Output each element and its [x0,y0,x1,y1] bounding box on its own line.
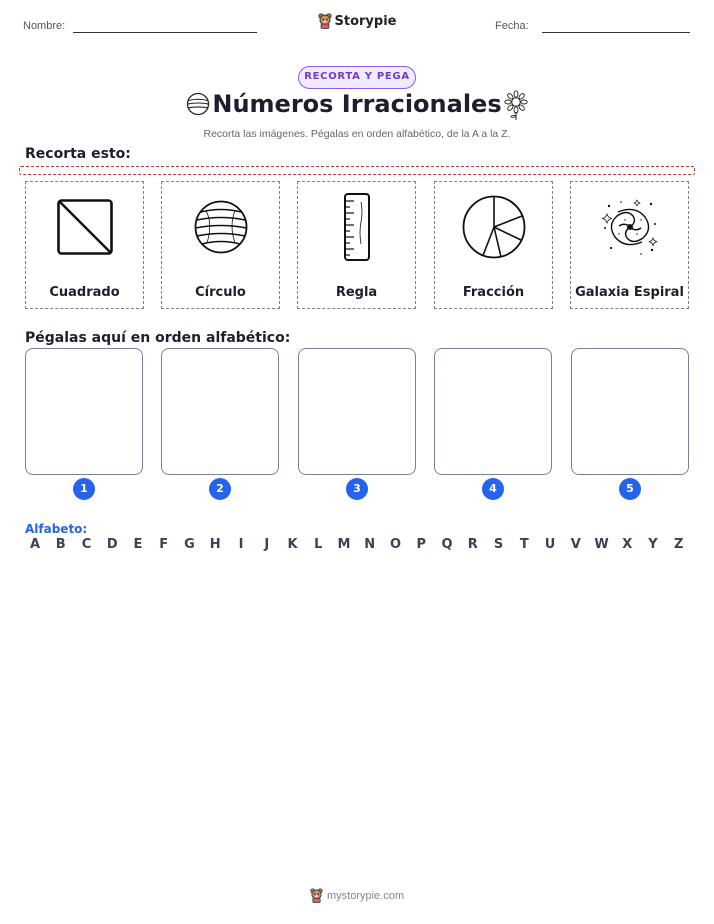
striped-ball-icon [193,199,249,255]
cut-card-circulo[interactable] [161,181,280,309]
slot-number-badge: 3 [346,478,368,500]
slot-number-badge: 1 [73,478,95,500]
alphabet-letter: Z [674,537,684,552]
cut-card-galaxia-espiral[interactable] [570,181,689,309]
alphabet-letter: R [467,537,478,552]
alphabet-letter: X [622,537,633,552]
alphabet-letter: W [594,537,609,552]
alphabet-letter: O [389,537,402,552]
bear-mascot-icon [310,888,323,903]
alphabet-letter: L [314,537,323,552]
date-field-line[interactable] [542,32,690,33]
pie-fraction-icon [461,194,527,260]
alphabet-letter: Y [648,537,658,552]
cut-section-heading: Recorta esto: [25,146,131,162]
paste-slot-4[interactable] [434,348,552,475]
cut-card-label: Círculo [195,285,246,300]
footer [0,888,714,907]
alphabet-letter: F [159,537,169,552]
alphabet-letter: Q [441,537,453,552]
alphabet-letter: A [29,537,41,552]
paste-slot-3[interactable] [298,348,416,475]
cut-card-label: Regla [335,285,378,300]
slot-number-badge: 5 [619,478,641,500]
paste-slot-2[interactable] [161,348,279,475]
alphabet-letter: D [106,537,118,552]
paste-section-heading: Pégalas aquí en orden alfabético: [25,330,291,346]
cut-card-label: Cuadrado [49,285,120,300]
cut-card-label: Fracción [462,285,525,300]
sunflower-icon [504,90,528,120]
slot-number-badge: 4 [482,478,504,500]
alphabet-letter: U [544,537,556,552]
alphabet-letter: K [287,537,298,552]
paste-slot-5[interactable] [571,348,689,475]
alphabet-letter: V [570,537,581,552]
slot-number-badge: 2 [209,478,231,500]
instructions: Recorta las imágenes. Pégalas en orden alfabético, de la A a la Z. [203,128,511,140]
ruler-icon [342,192,372,262]
alphabet-letter: N [364,537,376,552]
brand-name: Storypie [334,13,397,29]
alphabet-letter: C [81,537,92,552]
bear-mascot-icon [318,13,332,29]
paste-slot-1[interactable] [25,348,143,475]
page-title: Números Irracionales [212,90,502,118]
alphabet-letter: M [337,537,351,552]
cut-card-label: Galaxia Espiral [575,285,684,300]
name-label: Nombre: [23,20,66,32]
cut-guide-line [19,166,695,175]
alphabet-letter: I [238,537,244,552]
cut-card-regla[interactable] [297,181,416,309]
cut-card-cuadrado[interactable] [25,181,144,309]
alphabet-letter: B [55,537,66,552]
alphabet-letter: H [209,537,221,552]
square-with-diagonal-icon [56,198,114,256]
brand-logo [0,13,714,33]
activity-tag: RECORTA Y PEGA [298,66,416,89]
alphabet-letter: J [264,537,270,552]
cut-card-fraccion[interactable] [434,181,553,309]
date-label: Fecha: [495,20,529,32]
alphabet-letter: S [493,537,504,552]
alphabet-letter: T [519,537,529,552]
spiral-galaxy-icon [597,194,663,260]
alphabet-letter: G [184,537,195,552]
footer-site-link[interactable]: mystorypie.com [326,889,405,902]
alphabet-row [25,537,689,552]
alphabet-letter: E [133,537,143,552]
alphabet-heading: Alfabeto: [25,522,88,536]
alphabet-letter: P [416,537,427,552]
